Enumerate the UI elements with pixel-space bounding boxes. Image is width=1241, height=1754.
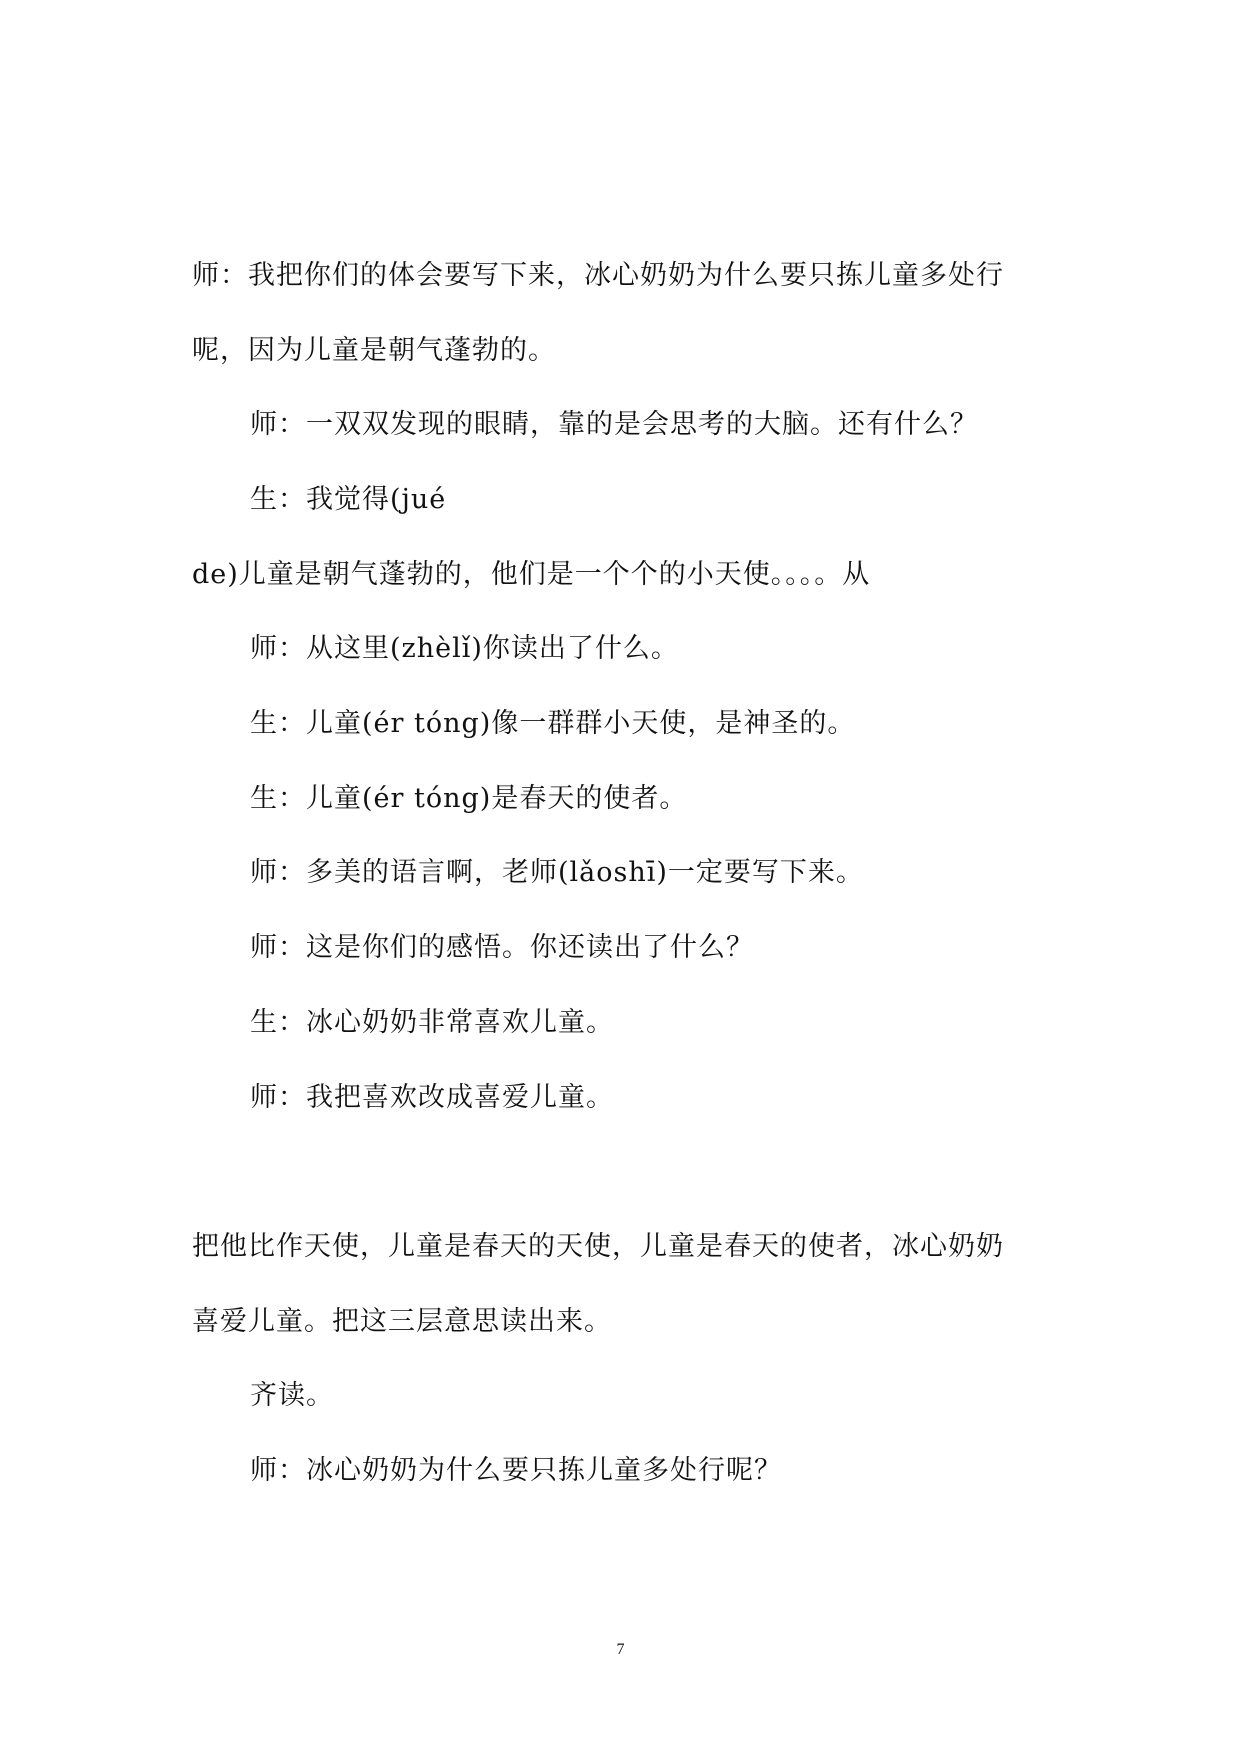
text-line-9: 师：多美的语言啊，老师(lǎoshī)一定要写下来。 <box>250 857 864 888</box>
text-line-11: 生：冰心奶奶非常喜欢儿童。 <box>250 1007 614 1038</box>
text-line-8: 生：儿童(ér tóng)是春天的使者。 <box>250 783 688 814</box>
text-line-12: 师：我把喜欢改成喜爱儿童。 <box>250 1082 614 1113</box>
text-line-4: 生：我觉得(jué <box>250 484 447 515</box>
text-line-6: 师：从这里(zhèlǐ)你读出了什么。 <box>250 633 679 664</box>
page-number: 7 <box>616 1641 625 1658</box>
text-line-5: de)儿童是朝气蓬勃的，他们是一个个的小天使。。。。从 <box>192 559 871 590</box>
text-line-10: 师：这是你们的感悟。你还读出了什么？ <box>250 932 754 963</box>
text-line-15: 齐读。 <box>250 1380 334 1411</box>
text-line-3: 师：一双双发现的眼睛，靠的是会思考的大脑。还有什么？ <box>250 409 978 440</box>
text-line-2: 呢，因为儿童是朝气蓬勃的。 <box>192 335 556 366</box>
text-line-13: 把他比作天使，儿童是春天的天使，儿童是春天的使者，冰心奶奶 <box>192 1231 1004 1262</box>
text-line-7: 生：儿童(ér tóng)像一群群小天使，是神圣的。 <box>250 708 856 739</box>
text-line-1: 师：我把你们的体会要写下来，冰心奶奶为什么要只拣儿童多处行 <box>192 260 1004 291</box>
text-line-16: 师：冰心奶奶为什么要只拣儿童多处行呢？ <box>250 1455 782 1486</box>
text-line-14: 喜爱儿童。把这三层意思读出来。 <box>192 1306 612 1337</box>
